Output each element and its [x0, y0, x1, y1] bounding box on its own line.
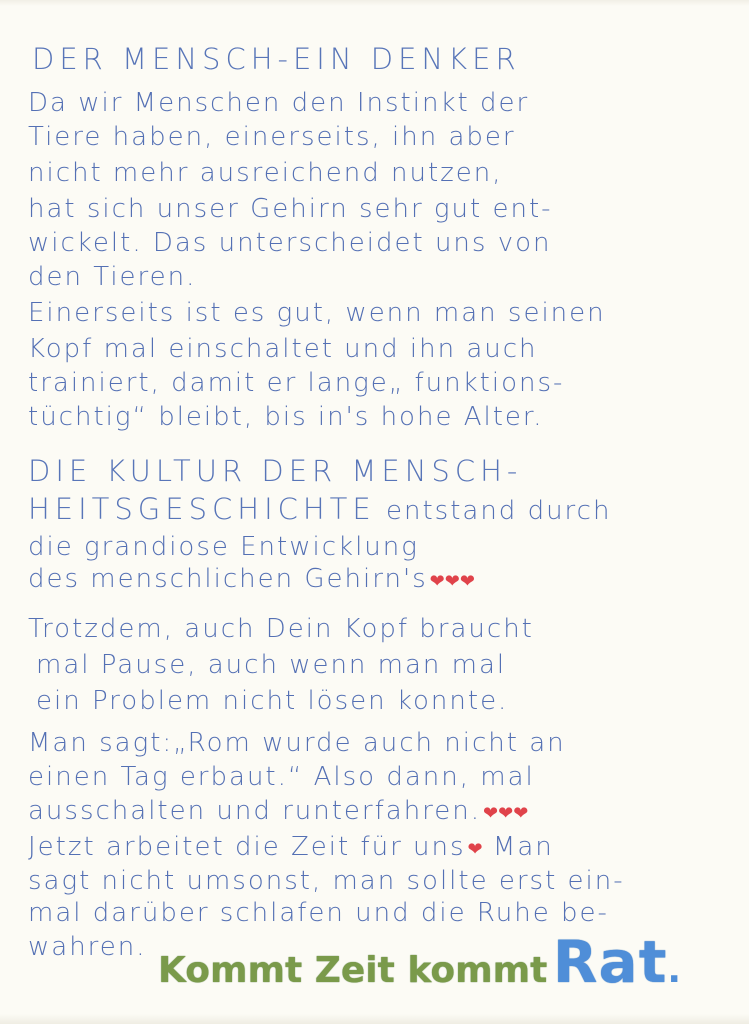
text-line: trainiert, damit er lange„ funktions- [28, 368, 565, 398]
text-line: Einerseits ist es gut, wenn man seinen [28, 298, 606, 328]
motto-emphasis-rat: Rat [552, 928, 668, 996]
motto-kommt-zeit-kommt-rat [158, 928, 681, 998]
motto-main-text: Kommt Zeit kommt [158, 950, 548, 991]
hearts-icon: ❤❤❤ [483, 803, 529, 824]
text-line-with-hearts [28, 796, 528, 829]
heading-mensch-denker: DER MENSCH-EIN DENKER [32, 42, 521, 76]
heading-kultur: DIE KULTUR DER MENSCH- [28, 454, 523, 488]
text-line: ein Problem nicht lösen konnte. [36, 686, 509, 716]
text-line: wahren. [28, 932, 147, 962]
text-line: mal darüber schlafen und die Ruhe be- [28, 898, 609, 928]
paper-top-edge [0, 0, 749, 6]
text-line: Trotzdem, auch Dein Kopf braucht [28, 614, 534, 644]
text-line-with-hearts [28, 564, 475, 597]
text-line: nicht mehr ausreichend nutzen, [28, 158, 503, 188]
text-fragment: entstand durch [375, 496, 612, 526]
text-line: mal Pause, auch wenn man mal [36, 650, 507, 680]
text-line: Kopf mal einschaltet und ihn auch [28, 334, 538, 364]
text-fragment: Jetzt arbeitet die Zeit für uns [28, 832, 466, 862]
text-fragment: ausschalten und runterfahren. [28, 796, 482, 826]
text-line: wickelt. Das unterscheidet uns von [28, 228, 552, 258]
text-line: den Tieren. [28, 262, 197, 292]
text-fragment: Man [482, 832, 554, 862]
paper-bottom-edge [0, 1014, 749, 1024]
text-line: einen Tag erbaut.“ Also dann, mal [28, 762, 535, 792]
hearts-icon: ❤❤❤ [429, 571, 475, 592]
heart-icon: ❤ [467, 839, 483, 860]
text-line: sagt nicht umsonst, man sollte erst ein- [28, 866, 625, 896]
heading-continued-line [28, 494, 611, 526]
text-line-with-heart [28, 832, 554, 865]
text-line: hat sich unser Gehirn sehr gut ent- [28, 194, 553, 224]
heading-geschichte: HEITSGESCHICHTE [28, 492, 376, 526]
text-line: tüchtig“ bleibt, bis in's hohe Alter. [28, 402, 544, 432]
text-line: Man sagt:„Rom wurde auch nicht an [28, 728, 566, 758]
text-fragment: des menschlichen Gehirn's [28, 564, 428, 594]
motto-period: . [667, 950, 682, 991]
text-line: die grandiose Entwicklung [28, 532, 419, 562]
text-line: Da wir Menschen den Instinkt der [28, 88, 530, 118]
text-line: Tiere haben, einerseits, ihn aber [28, 122, 516, 152]
